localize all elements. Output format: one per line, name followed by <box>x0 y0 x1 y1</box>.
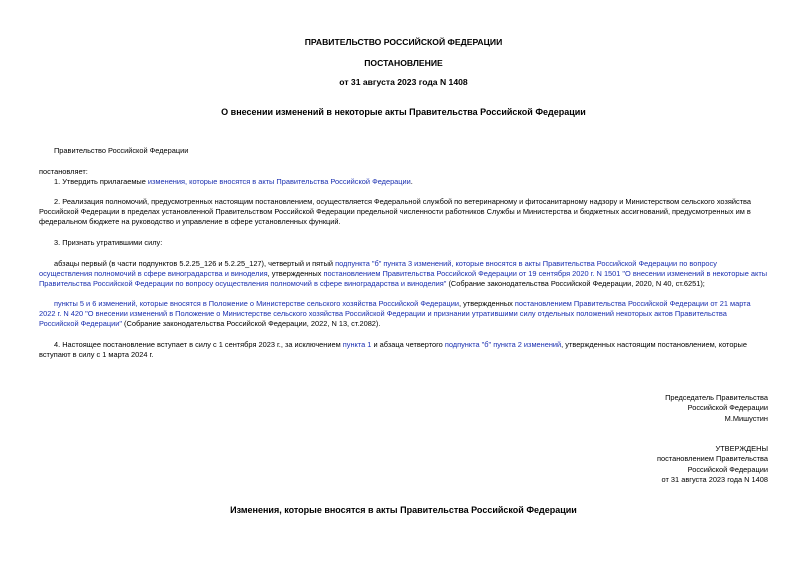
approval-by: постановлением Правительства <box>657 454 768 464</box>
document-type: ПОСТАНОВЛЕНИЕ <box>364 58 443 68</box>
document-title: О внесении изменений в некоторые акты Правительства Российской Федерации <box>221 107 586 117</box>
document-date-number: от 31 августа 2023 года N 1408 <box>339 77 468 87</box>
paragraph-4-suffix: , утвержденных настоящим постановлением, которые вступают в силу с 1 марта 2024 г. <box>39 340 747 360</box>
paragraph-1-text: 1. Утвердить прилагаемые <box>54 177 148 186</box>
paragraph-4-middle: и абзаца четвертого <box>371 340 445 349</box>
paragraph-3a-text: абзацы первый (в части подпунктов 5.2.25_126 и 5.2.25_127), четвертый и пятый <box>54 259 336 268</box>
link-subpoint-b-point-3[interactable]: подпункта "б" пункта 3 изменений, которые вносятся в акты Правительства Российской Федерации по вопросу осуществления полномочий в сфере виноградарства и виноделия <box>39 259 717 279</box>
resolves-line: постановляет: <box>39 167 88 176</box>
signature-organization: Российской Федерации <box>687 403 768 413</box>
paragraph-4-text: 4. Настоящее постановление вступает в силу с 1 сентября 2023 г., за исключением <box>54 340 343 349</box>
signature-name: М.Мишустин <box>724 413 768 423</box>
link-resolution-420[interactable]: постановлением Правительства Российской Федерации от 21 марта 2022 г. N 420 "О внесении изменений в Положение о Министерстве сельского хозяйства Российской Федерации и признании утратившими силу отдельных положений некоторых актов Правительства Российской Федерации" <box>39 299 751 329</box>
link-resolution-1501[interactable]: постановлением Правительства Российской Федерации от 19 сентября 2020 г. N 1501 "О внесении изменений в некоторые акты Правительства Российской Федерации по вопросу осуществления полномочий в сфере виноградарства и виноделия" <box>39 269 768 289</box>
signature-position: Председатель Правительства <box>665 393 768 402</box>
signature-block <box>665 393 768 424</box>
approval-title: УТВЕРЖДЕНЫ <box>715 444 768 453</box>
paragraph-3a-suffix: (Собрание законодательства Российской Федерации, 2020, N 40, ст.6251); <box>446 279 705 289</box>
link-changes[interactable]: изменения, которые вносятся в акты Правительства Российской Федерации <box>147 177 411 186</box>
approval-date: от 31 августа 2023 года N 1408 <box>661 475 768 485</box>
changes-title: Изменения, которые вносятся в акты Правительства Российской Федерации <box>230 505 577 515</box>
link-points-5-6[interactable]: пункты 5 и 6 изменений, которые вносятся в Положение о Министерстве сельского хозяйства Российской Федерации <box>54 299 460 308</box>
paragraph-1-suffix: . <box>410 177 413 186</box>
paragraph-1 <box>39 177 768 187</box>
paragraph-3a-middle: , утвержденных <box>267 269 324 279</box>
paragraph-3b-middle: , утвержденных <box>459 299 515 308</box>
paragraph-3: 3. Признать утратившими силу: <box>54 238 163 247</box>
approval-block <box>657 444 768 486</box>
paragraph-3b <box>39 299 768 330</box>
paragraph-3a <box>39 259 768 290</box>
paragraph-2: 2. Реализация полномочий, предусмотренных настоящим постановлением, осуществляется Федеральной службой по ветеринарному и фитосанитарному надзору и Министерством сельского хозяйства Российской Федерации в пределах установленной Правительством Российской Федерации предельной численности работников Службы и Министерства и бюджетных ассигнований, предусмотренных им в федеральном бюджете на руководство и управление в сфере установленных функций. <box>39 197 752 227</box>
paragraph-4 <box>39 340 768 360</box>
approval-organization: Российской Федерации <box>687 464 768 474</box>
government-heading: ПРАВИТЕЛЬСТВО РОССИЙСКОЙ ФЕДЕРАЦИИ <box>304 37 503 47</box>
link-subpoint-b-point-2[interactable]: подпункта "б" пункта 2 изменений <box>444 340 562 349</box>
government-line: Правительство Российской Федерации <box>54 146 189 155</box>
link-point-1[interactable]: пункта 1 <box>342 340 372 349</box>
paragraph-3b-suffix: (Собрание законодательства Российской Федерации, 2022, N 13, ст.2082). <box>122 319 381 329</box>
